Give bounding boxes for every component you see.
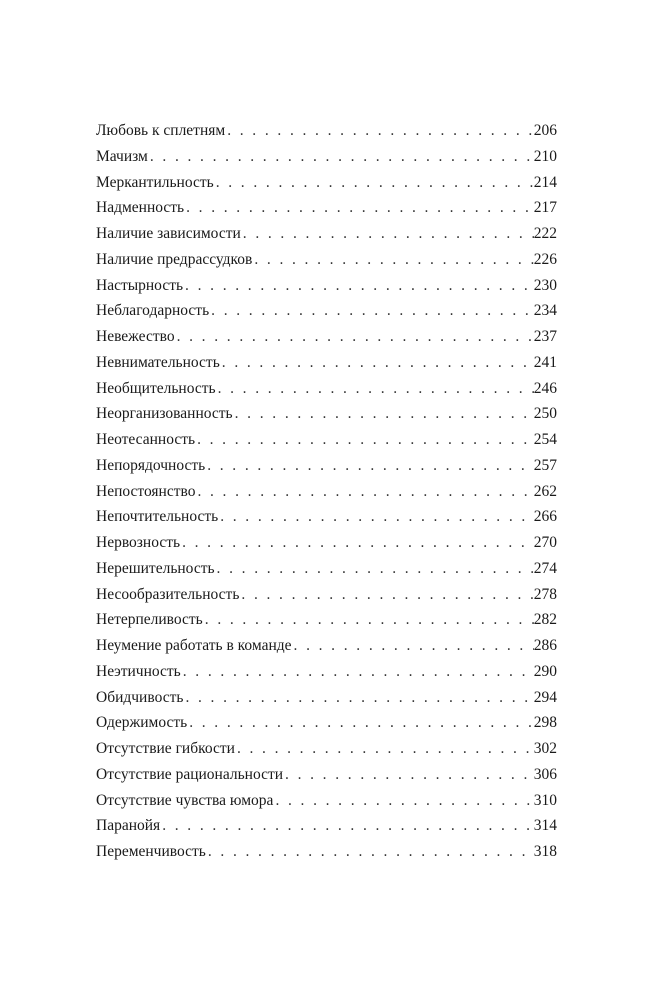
dot-leader <box>180 530 534 556</box>
toc-entry <box>96 659 557 685</box>
dot-leader <box>160 813 534 839</box>
toc-entry-title: Одержимость <box>96 714 188 732</box>
dot-leader <box>233 401 534 427</box>
toc-entry-page: 226 <box>533 250 557 268</box>
toc-entry-page: 302 <box>533 740 557 757</box>
toc-entry-title: Нетерпеливость <box>96 611 203 629</box>
dot-leader <box>181 659 534 685</box>
toc-entry-title: Надменность <box>96 199 185 217</box>
dot-leader <box>225 118 534 144</box>
dot-leader <box>273 788 533 814</box>
table-of-contents <box>96 118 557 865</box>
toc-entry-title: Отсутствие рациональности <box>96 765 284 783</box>
toc-entry <box>96 710 557 736</box>
toc-entry <box>96 298 557 324</box>
toc-entry-page: 270 <box>533 534 557 551</box>
toc-entry-title: Непостоянство <box>96 482 196 500</box>
toc-entry <box>96 144 557 170</box>
toc-entry-title: Обидчивость <box>96 688 184 706</box>
toc-entry-page: 257 <box>533 456 557 474</box>
toc-entry-page: 266 <box>533 508 557 526</box>
toc-entry <box>96 813 557 839</box>
toc-entry-page: 306 <box>533 765 557 783</box>
dot-leader <box>203 607 534 633</box>
toc-entry-page: 278 <box>533 585 557 603</box>
toc-entry-title: Неотесанность <box>96 431 196 448</box>
toc-entry-title: Непорядочность <box>96 456 206 474</box>
toc-entry <box>96 221 557 247</box>
toc-entry-title: Невнимательность <box>96 353 220 371</box>
dot-leader <box>216 376 534 402</box>
toc-entry <box>96 427 557 453</box>
toc-entry <box>96 607 557 633</box>
toc-entry-title: Неорганизованность <box>96 405 233 423</box>
dot-leader <box>183 685 533 711</box>
toc-entry-title: Необщительность <box>96 379 216 397</box>
toc-entry-title: Невежество <box>96 328 175 345</box>
toc-entry <box>96 582 557 608</box>
dot-leader <box>148 144 534 170</box>
toc-entry-title: Отсутствие чувства юмора <box>96 791 274 809</box>
dot-leader <box>184 195 534 221</box>
toc-entry <box>96 195 557 221</box>
dot-leader <box>239 582 533 608</box>
dot-leader <box>209 298 534 324</box>
toc-entry-page: 286 <box>533 637 557 654</box>
toc-entry-title: Переменчивость <box>96 843 206 860</box>
toc-entry <box>96 350 557 376</box>
toc-entry-page: 210 <box>533 147 557 165</box>
toc-entry-page: 314 <box>533 817 557 835</box>
toc-entry-page: 206 <box>533 122 557 139</box>
dot-leader <box>187 710 534 736</box>
toc-entry-page: 298 <box>533 714 557 732</box>
toc-entry-title: Неблагодарность <box>96 302 210 320</box>
toc-entry-title: Паранойя <box>96 817 161 835</box>
toc-entry <box>96 685 557 711</box>
dot-leader <box>292 633 534 659</box>
toc-entry-page: 230 <box>533 276 557 294</box>
dot-leader <box>218 504 534 530</box>
toc-entry <box>96 839 557 865</box>
dot-leader <box>206 839 534 865</box>
dot-leader <box>235 736 534 762</box>
toc-entry-page: 290 <box>533 662 557 680</box>
toc-entry-title: Наличие предрассудков <box>96 250 253 268</box>
toc-entry-title: Настырность <box>96 276 184 294</box>
toc-entry-page: 282 <box>533 611 557 629</box>
dot-leader <box>252 247 533 273</box>
dot-leader <box>195 427 534 453</box>
toc-entry-page: 318 <box>533 843 557 860</box>
toc-entry-title: Мачизм <box>96 147 148 165</box>
toc-entry-title: Несообразительность <box>96 585 240 603</box>
dot-leader <box>220 350 534 376</box>
toc-entry <box>96 376 557 402</box>
toc-entry-title: Неэтичность <box>96 662 181 680</box>
dot-leader <box>214 170 534 196</box>
toc-entry <box>96 401 557 427</box>
toc-entry <box>96 633 557 659</box>
toc-entry-title: Нервозность <box>96 534 181 551</box>
toc-entry-page: 237 <box>533 328 557 345</box>
toc-entry-title: Отсутствие гибкости <box>96 740 235 757</box>
dot-leader <box>175 324 534 350</box>
toc-entry <box>96 504 557 530</box>
dot-leader <box>205 453 534 479</box>
dot-leader <box>195 479 533 505</box>
toc-entry-page: 222 <box>533 225 557 242</box>
toc-entry-page: 274 <box>533 559 557 577</box>
toc-entry <box>96 479 557 505</box>
toc-entry <box>96 788 557 814</box>
toc-entry-page: 294 <box>533 688 557 706</box>
toc-entry <box>96 170 557 196</box>
toc-entry <box>96 247 557 273</box>
toc-entry-page: 246 <box>533 379 557 397</box>
toc-entry-title: Нерешительность <box>96 559 215 577</box>
dot-leader <box>283 762 534 788</box>
toc-entry-page: 234 <box>533 302 557 320</box>
toc-entry-page: 310 <box>533 791 557 809</box>
toc-entry <box>96 324 557 350</box>
toc-entry-page: 262 <box>533 482 557 500</box>
toc-entry <box>96 118 557 144</box>
toc-entry-page: 250 <box>533 405 557 423</box>
toc-entry-page: 217 <box>533 199 557 217</box>
toc-entry-title: Наличие зависимости <box>96 225 241 242</box>
dot-leader <box>241 221 534 247</box>
toc-entry-title: Меркантильность <box>96 173 214 191</box>
toc-entry-title: Любовь к сплетням <box>96 122 226 139</box>
toc-entry <box>96 556 557 582</box>
toc-entry <box>96 762 557 788</box>
toc-entry-title: Неумение работать в команде <box>96 637 292 654</box>
toc-entry-page: 214 <box>533 173 557 191</box>
toc-entry <box>96 273 557 299</box>
toc-entry-title: Непочтительность <box>96 508 219 526</box>
toc-entry <box>96 736 557 762</box>
toc-entry-page: 254 <box>533 431 557 448</box>
toc-entry <box>96 530 557 556</box>
toc-entry-page: 241 <box>533 353 557 371</box>
dot-leader <box>183 273 534 299</box>
dot-leader <box>215 556 534 582</box>
toc-entry <box>96 453 557 479</box>
